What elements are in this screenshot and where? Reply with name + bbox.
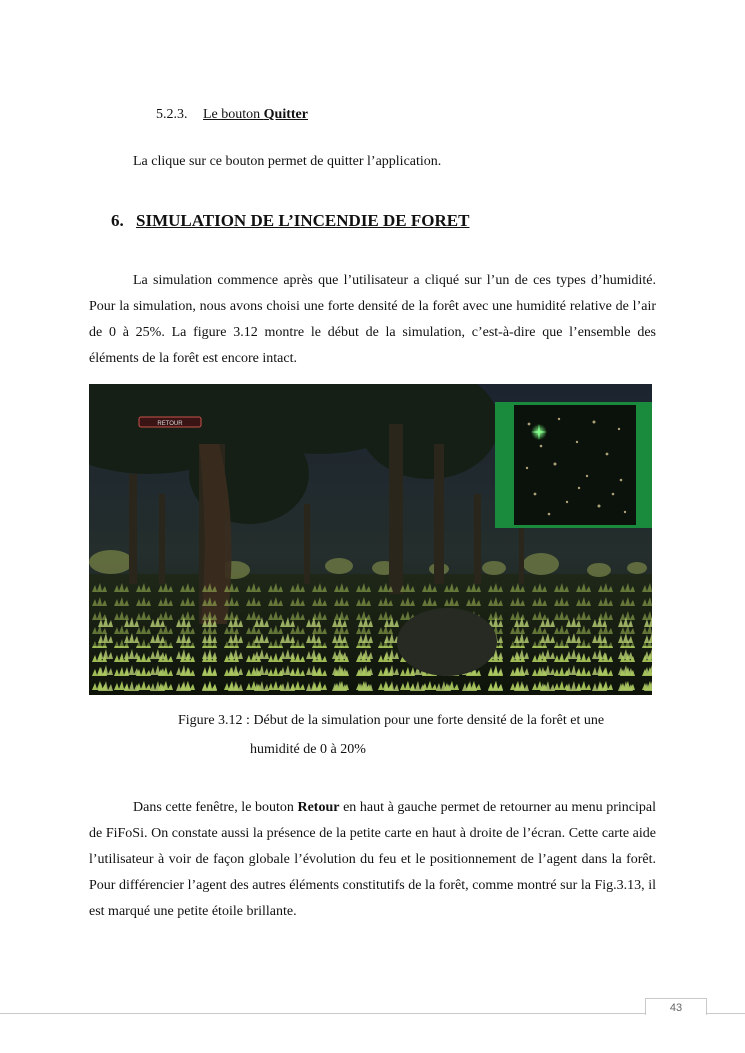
section-number: 6. bbox=[111, 211, 124, 230]
subsection-number: 5.2.3. bbox=[156, 107, 188, 122]
paragraph3-after: en haut à gauche permet de retourner au menu principal de FiFoSi. On constate aussi la présence de la petite carte en haut à droite de l’écran. Cette carte aide l’utilisateur à voir de façon globale l’évolution du feu et le positionnement de l’agent dans la forêt. Pour différencier l’agent des autres éléments constitutifs de la forêt, comme montré sur la Fig.3.13, il est marqué une petite étoile brillante. bbox=[89, 800, 656, 919]
agent-star-icon bbox=[531, 424, 547, 440]
figure-caption-line2: humidité de 0 à 20% bbox=[250, 742, 366, 757]
section-title: SIMULATION DE L’INCENDIE DE FORET bbox=[136, 211, 470, 230]
minimap[interactable] bbox=[495, 402, 652, 528]
retour-button[interactable] bbox=[139, 417, 201, 427]
paragraph3-bold: Retour bbox=[297, 800, 340, 815]
subsection-title-prefix: Le bouton bbox=[203, 107, 264, 122]
simulation-screenshot bbox=[89, 384, 652, 695]
figure-caption-line1: Figure 3.12 : Début de la simulation pour une forte densité de la forêt et une bbox=[178, 713, 605, 728]
footer-rule bbox=[0, 1013, 745, 1014]
paragraph3-before: Dans cette fenêtre, le bouton bbox=[133, 800, 298, 815]
forest-scene bbox=[89, 384, 652, 695]
paragraph-simulation-intro: La simulation commence après que l’utilisateur a cliqué sur l’un de ces types d’humidité. Pour la simulation, nous avons choisi une forte densité de la forêt avec une humidité relative de l’air de 0 à 25%. La figure 3.12 montre le début de la simulation, c’est-à-dire que l’ensemble des éléments de la forêt est encore intact. bbox=[89, 273, 656, 366]
paragraph-quit: La clique sur ce bouton permet de quitter l’application. bbox=[133, 154, 442, 169]
subsection-title-bold: Quitter bbox=[263, 107, 308, 122]
retour-label: RETOUR bbox=[157, 421, 183, 427]
subsection-heading bbox=[156, 107, 308, 123]
section-heading bbox=[111, 211, 469, 231]
page-number: 43 bbox=[645, 998, 707, 1015]
subsection-title bbox=[203, 107, 308, 122]
paragraph-retour-explanation bbox=[89, 795, 656, 925]
